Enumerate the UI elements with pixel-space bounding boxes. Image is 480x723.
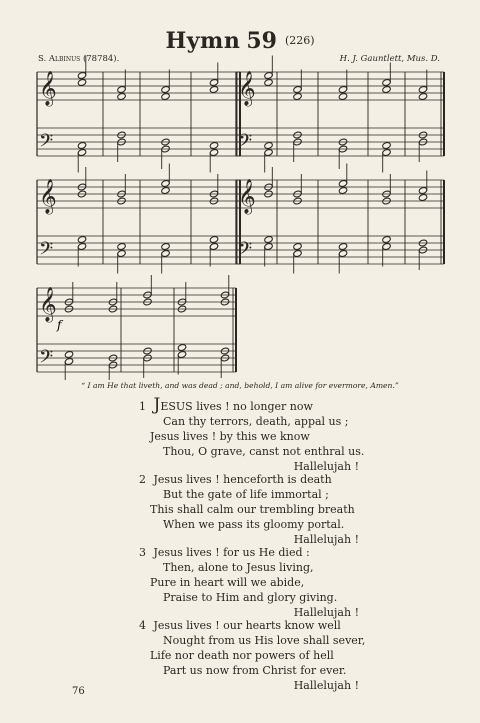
note-head	[338, 187, 347, 195]
note-head	[338, 180, 347, 188]
note-head	[64, 358, 73, 366]
note-head	[161, 93, 170, 101]
note-head	[177, 351, 186, 359]
verse-dropcap: J	[153, 395, 161, 415]
verse-first-line: Jesus lives ! henceforth is death	[153, 473, 332, 486]
note-head	[64, 351, 73, 359]
composer-credit: H. J. Gauntlett, Mus. D.	[339, 54, 440, 64]
note-head	[293, 86, 302, 94]
note-head	[117, 250, 126, 258]
note-head	[264, 149, 273, 157]
verse-line: Part us now from Christ for ever.	[163, 664, 347, 677]
scripture-quote: “ I am He that liveth, and was dead ; and, behold, I am alive for evermore, Amen.”	[81, 381, 399, 390]
verse-number: 2	[139, 473, 146, 486]
verse-line: Praise to Him and glory giving.	[163, 591, 338, 604]
verse-first-line: Jesus lives ! our hearts know well	[153, 619, 341, 632]
note-head	[418, 187, 427, 195]
verse-line: When we pass its gloomy portal.	[163, 518, 345, 531]
note-head	[161, 86, 170, 94]
bass-clef-icon: 𝄢	[39, 347, 54, 372]
bass-clef-icon: 𝄢	[238, 131, 253, 156]
note-head	[77, 79, 86, 87]
verse-line: But the gate of life immortal ;	[163, 488, 329, 501]
note-head	[161, 243, 170, 251]
verse-first-line: ESUS lives ! no longer now	[160, 400, 313, 413]
note-head	[338, 86, 347, 94]
page-number: 76	[72, 686, 85, 697]
hymn-word: Hymn	[165, 28, 241, 54]
note-head	[293, 250, 302, 258]
tune-name: S. Albinus (78784).	[38, 54, 120, 64]
note-head	[264, 236, 273, 244]
note-head	[161, 180, 170, 188]
hallelujah: Hallelujah !	[293, 679, 359, 692]
note-head	[338, 250, 347, 258]
treble-clef-icon: 𝄞	[39, 287, 57, 322]
note-head	[338, 93, 347, 101]
note-head	[264, 142, 273, 150]
dynamic-mark: f	[57, 318, 62, 332]
note-head	[117, 243, 126, 251]
bass-clef-icon: 𝄢	[238, 239, 253, 264]
verse-line: Jesus lives ! by this we know	[150, 430, 310, 443]
verse-number: 4	[139, 619, 146, 632]
note-head	[209, 86, 218, 94]
note-head	[382, 86, 391, 94]
note-head	[209, 236, 218, 244]
note-head	[209, 142, 218, 150]
bass-clef-icon: 𝄢	[39, 131, 54, 156]
verse-line: Then, alone to Jesus living,	[163, 561, 314, 574]
treble-clef-icon: 𝄞	[238, 71, 256, 106]
hymn-number: 59	[246, 28, 277, 54]
note-head	[418, 194, 427, 202]
note-head	[77, 149, 86, 157]
score-layer	[37, 56, 444, 381]
note-head	[77, 142, 86, 150]
note-head	[264, 72, 273, 80]
verse-line: Can thy terrors, death, appal us ;	[163, 415, 349, 428]
treble-clef-icon: 𝄞	[39, 71, 57, 106]
note-head	[161, 250, 170, 258]
treble-clef-icon: 𝄞	[39, 179, 57, 214]
note-head	[382, 79, 391, 87]
note-head	[77, 236, 86, 244]
note-head	[77, 72, 86, 80]
verse-number: 3	[139, 546, 146, 559]
note-head	[264, 79, 273, 87]
verse-4	[139, 618, 366, 693]
note-head	[77, 243, 86, 251]
verse-line: Nought from us His love shall sever,	[163, 634, 366, 647]
note-head	[382, 236, 391, 244]
note-head	[264, 243, 273, 251]
note-head	[382, 149, 391, 157]
note-head	[209, 243, 218, 251]
verse-2	[139, 472, 359, 547]
verse-line: This shall calm our trembling breath	[150, 503, 355, 516]
verse-line: Life nor death nor powers of hell	[150, 649, 334, 662]
note-head	[209, 79, 218, 87]
note-head	[117, 86, 126, 94]
hallelujah: Hallelujah !	[293, 533, 359, 546]
note-head	[418, 86, 427, 94]
verse-line: Thou, O grave, canst not enthral us.	[163, 445, 365, 458]
note-head	[338, 243, 347, 251]
note-head	[117, 93, 126, 101]
treble-clef-icon: 𝄞	[238, 179, 256, 214]
verse-1	[139, 395, 365, 474]
note-head	[418, 93, 427, 101]
note-head	[382, 243, 391, 251]
note-head	[293, 243, 302, 251]
note-head	[293, 93, 302, 101]
verse-line: Pure in heart will we abide,	[150, 576, 305, 589]
bass-clef-icon: 𝄢	[39, 239, 54, 264]
verse-number: 1	[139, 400, 146, 413]
note-head	[177, 344, 186, 352]
verse-3	[139, 545, 359, 620]
verse-first-line: Jesus lives ! for us He died :	[153, 546, 310, 559]
note-head	[161, 187, 170, 195]
note-head	[382, 142, 391, 150]
hallelujah: Hallelujah !	[293, 606, 359, 619]
hallelujah: Hallelujah !	[293, 460, 359, 473]
note-head	[209, 149, 218, 157]
hymn-alt-number: (226)	[284, 34, 315, 47]
